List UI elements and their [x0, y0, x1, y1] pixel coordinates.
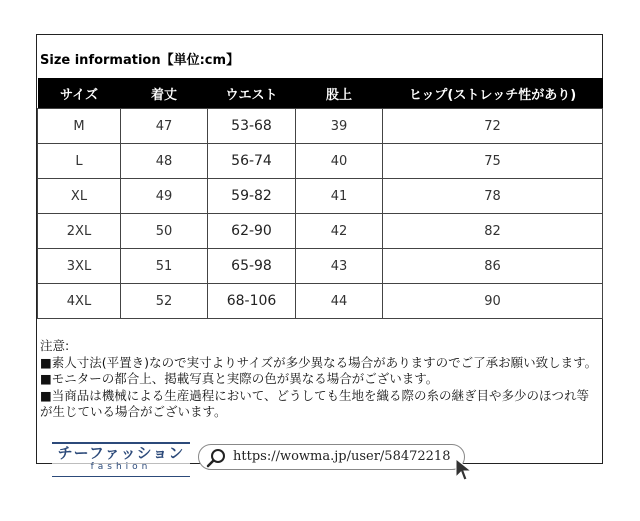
cell-hip: 72	[383, 109, 603, 144]
cell-rise: 40	[296, 144, 383, 179]
logo-tagline: fashion	[90, 462, 152, 472]
cell-size: L	[38, 144, 121, 179]
shop-logo[interactable]	[52, 442, 190, 477]
cell-hip: 78	[383, 179, 603, 214]
note-line: ■当商品は機械による生産過程において、どうしても生地を織る際の糸の継ぎ目や多少のほつれ等が生じている場合がございます。	[40, 387, 590, 419]
cell-length: 49	[121, 179, 208, 214]
header-size: サイズ	[38, 78, 121, 109]
cell-hip: 90	[383, 284, 603, 319]
cell-length: 52	[121, 284, 208, 319]
shop-url[interactable]: https://wowma.jp/user/58472218	[233, 449, 451, 464]
cell-size: 4XL	[38, 284, 121, 319]
header-length: 着丈	[121, 78, 208, 109]
note-line: ■素人寸法(平置き)なので実寸よりサイズが多少異なる場合がありますのでご了承お願い致します。	[40, 354, 598, 370]
cell-hip: 86	[383, 249, 603, 284]
cell-length: 51	[121, 249, 208, 284]
table-row	[38, 179, 603, 214]
cell-hip: 82	[383, 214, 603, 249]
cell-waist: 56-74	[208, 144, 296, 179]
cell-waist: 62-90	[208, 214, 296, 249]
cell-size: 2XL	[38, 214, 121, 249]
cell-size: 3XL	[38, 249, 121, 284]
table-row	[38, 109, 603, 144]
cell-waist: 59-82	[208, 179, 296, 214]
cell-rise: 39	[296, 109, 383, 144]
notes-heading: 注意:	[40, 338, 70, 353]
cell-length: 50	[121, 214, 208, 249]
cell-waist: 53-68	[208, 109, 296, 144]
cell-waist: 65-98	[208, 249, 296, 284]
cell-size: XL	[38, 179, 121, 214]
note-line: ■モニターの都合上、掲載写真と実際の色が異なる場合がございます。	[40, 371, 439, 386]
table-row	[38, 284, 603, 319]
size-info-title: Size information【単位:cm】	[40, 53, 240, 68]
cell-rise: 42	[296, 214, 383, 249]
cell-rise: 44	[296, 284, 383, 319]
cell-waist: 68-106	[208, 284, 296, 319]
notes-section	[40, 338, 598, 421]
header-rise: 股上	[296, 78, 383, 109]
table-header-row	[38, 78, 603, 109]
cell-rise: 43	[296, 249, 383, 284]
table-row	[38, 214, 603, 249]
size-table-container	[37, 78, 602, 319]
cell-size: M	[38, 109, 121, 144]
cell-length: 47	[121, 109, 208, 144]
table-row	[38, 144, 603, 179]
cell-length: 48	[121, 144, 208, 179]
header-hip: ヒップ(ストレッチ性があり)	[383, 78, 603, 109]
logo-name: チーファッション	[57, 444, 185, 462]
table-row	[38, 249, 603, 284]
mouse-cursor-icon	[454, 458, 474, 482]
header-waist: ウエスト	[208, 78, 296, 109]
size-table	[37, 78, 603, 319]
cell-hip: 75	[383, 144, 603, 179]
shop-url-bar[interactable]	[198, 444, 465, 470]
search-icon	[205, 447, 227, 469]
cell-rise: 41	[296, 179, 383, 214]
